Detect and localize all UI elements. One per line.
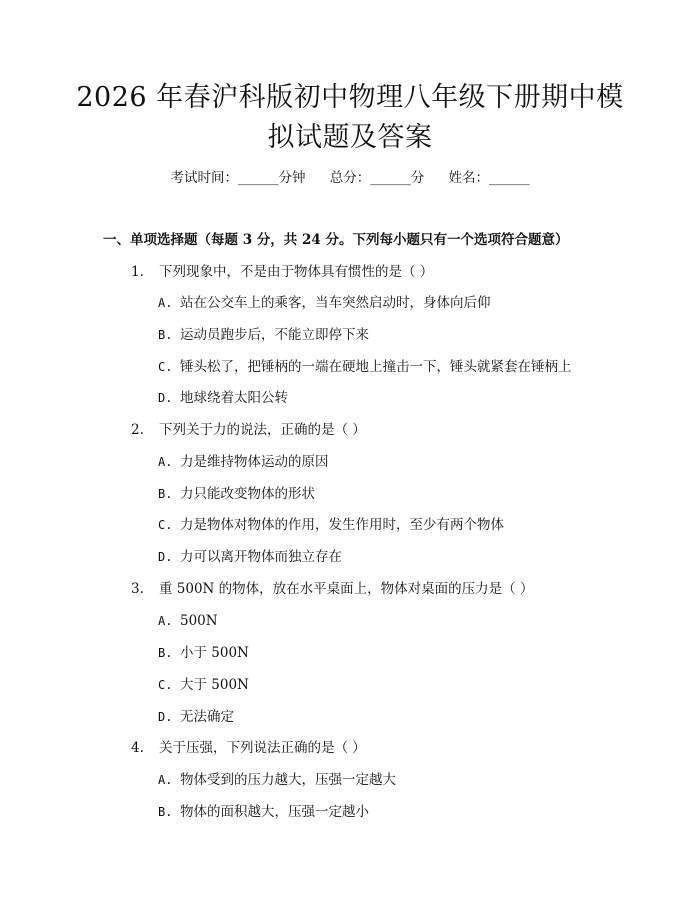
answer-option [158,452,329,472]
total-score-field: 总分：______分 [329,170,425,186]
question-text: 重 500N 的物体，放在水平桌面上，物体对桌面的压力是（ ） [159,581,534,597]
option-letter: B. [158,646,173,660]
option-text: 力只能改变物体的形状 [180,486,315,502]
option-letter: B. [158,805,173,819]
answer-option [158,357,572,377]
option-letter: D. [158,391,173,405]
question-number: 3. [131,581,144,597]
option-text: 力是维持物体运动的原因 [180,454,329,470]
answer-option [158,707,234,727]
answer-option [158,675,249,695]
answer-option [158,515,504,535]
question [131,420,366,440]
student-name-field: 姓名：______ [448,170,530,186]
question-number: 4. [131,740,144,756]
question-number: 2. [131,422,144,438]
question-text: 下列关于力的说法，正确的是（ ） [159,422,366,438]
option-text: 锤头松了，把锤柄的一端在硬地上撞击一下，锤头就紧套在锤柄上 [180,359,572,375]
answer-option [158,325,369,345]
option-letter: B. [158,487,173,501]
answer-option [158,643,249,663]
answer-option [158,293,491,313]
option-letter: A. [158,455,173,469]
question-text: 下列现象中，不是由于物体具有惯性的是（ ） [159,264,434,280]
question [131,262,433,282]
option-text: 物体受到的压力越大，压强一定越大 [180,772,396,788]
option-text: 500N [180,613,218,629]
question [131,579,533,599]
option-letter: D. [158,710,173,724]
option-letter: A. [158,773,173,787]
option-letter: D. [158,550,173,564]
option-text: 地球绕着太阳公转 [180,390,288,406]
option-letter: A. [158,614,173,628]
option-text: 物体的面积越大，压强一定越小 [180,804,369,820]
answer-option [158,802,369,822]
option-text: 大于 500N [180,677,249,693]
answer-option [158,547,342,567]
answer-option [158,770,396,790]
answer-option [158,484,315,504]
option-letter: B. [158,328,173,342]
option-letter: C. [158,360,173,374]
exam-time-field: 考试时间：______分钟 [170,170,306,186]
option-text: 力是物体对物体的作用，发生作用时，至少有两个物体 [180,517,504,533]
option-text: 小于 500N [180,645,249,661]
option-text: 无法确定 [180,709,234,725]
question [131,738,366,758]
option-letter: A. [158,296,173,310]
question-number: 1. [131,264,144,280]
answer-option [158,611,218,631]
option-text: 力可以离开物体而独立存在 [180,549,342,565]
answer-option [158,388,288,408]
exam-info-line [0,168,700,188]
option-text: 站在公交车上的乘客，当车突然启动时，身体向后仰 [180,295,491,311]
option-letter: C. [158,518,173,532]
option-letter: C. [158,678,173,692]
exam-title-line1: 2026 年春沪科版初中物理八年级下册期中模 [76,82,624,113]
question-text: 关于压强，下列说法正确的是（ ） [159,740,366,756]
section-heading-single-choice: 一、单项选择题（每题 3 分，共 24 分。下列每小题只有一个选项符合题意） [103,232,569,248]
exam-title-line2: 拟试题及答案 [267,122,433,153]
option-text: 运动员跑步后，不能立即停下来 [180,327,369,343]
